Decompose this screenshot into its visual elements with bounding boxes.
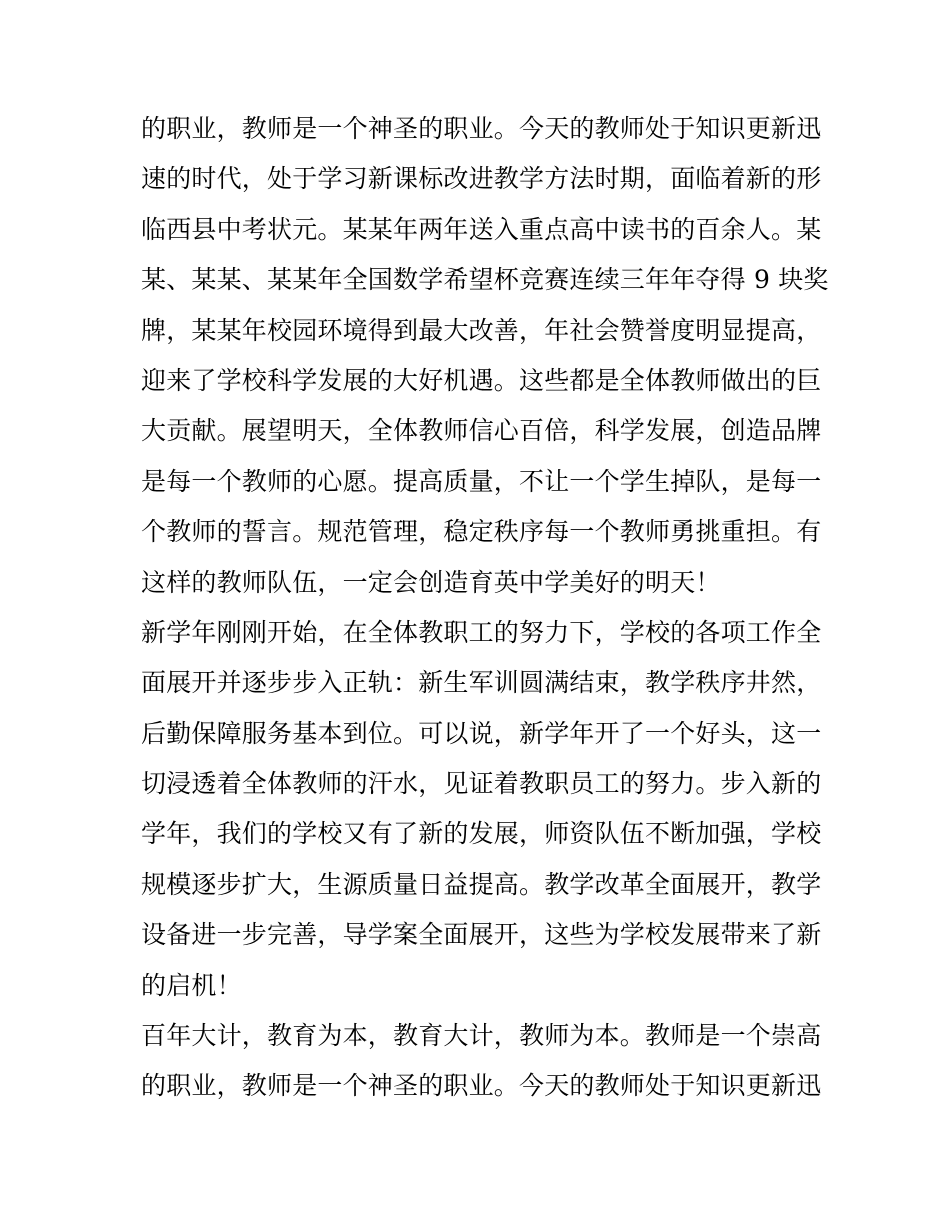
text-line: 百年大计，教育为本，教育大计，教师为本。教师是一个崇高 — [141, 1021, 822, 1051]
paragraph-2 — [141, 608, 822, 1011]
text-line: 面展开并逐步步入正轨：新生军训圆满结束，教学秩序井然， — [141, 668, 822, 698]
document-body — [141, 104, 829, 1112]
text-line: 是每一个教师的心愿。提高质量，不让一个学生掉队，是每一 — [141, 466, 822, 496]
text-line: 的启机！ — [141, 970, 242, 1000]
text-line: 速的时代，处于学习新课标改进教学方法时期，面临着新的形 — [141, 164, 822, 194]
text-line: 设备进一步完善，导学案全面展开，这些为学校发展带来了新 — [141, 920, 822, 950]
paragraph-1 — [141, 104, 829, 608]
text-line: 牌，某某年校园环境得到最大改善，年社会赞誉度明显提高， — [141, 315, 822, 345]
text-line: 某、某某、某某年全国数学希望杯竞赛连续三年年夺得 9 块奖 — [141, 265, 829, 295]
text-line: 个教师的誓言。规范管理，稳定秩序每一个教师勇挑重担。有 — [141, 517, 822, 547]
text-line: 这样的教师队伍，一定会创造育英中学美好的明天！ — [141, 567, 721, 597]
text-line: 的职业，教师是一个神圣的职业。今天的教师处于知识更新迅 — [141, 1071, 822, 1101]
text-line: 临西县中考状元。某某年两年送入重点高中读书的百余人。某 — [141, 214, 822, 244]
text-line: 切浸透着全体教师的汗水，见证着教职员工的努力。步入新的 — [141, 769, 822, 799]
text-line: 规模逐步扩大，生源质量日益提高。教学改革全面展开，教学 — [141, 869, 822, 899]
text-line: 新学年刚刚开始，在全体教职工的努力下，学校的各项工作全 — [141, 617, 822, 647]
text-line: 学年，我们的学校又有了新的发展，师资队伍不断加强，学校 — [141, 819, 822, 849]
text-line: 的职业，教师是一个神圣的职业。今天的教师处于知识更新迅 — [141, 114, 822, 143]
text-line: 后勤保障服务基本到位。可以说，新学年开了一个好头，这一 — [141, 718, 822, 748]
text-line: 迎来了学校科学发展的大好机遇。这些都是全体教师做出的巨 — [141, 365, 822, 395]
paragraph-3 — [141, 1011, 822, 1112]
text-line: 大贡献。展望明天，全体教师信心百倍，科学发展，创造品牌 — [141, 416, 822, 446]
